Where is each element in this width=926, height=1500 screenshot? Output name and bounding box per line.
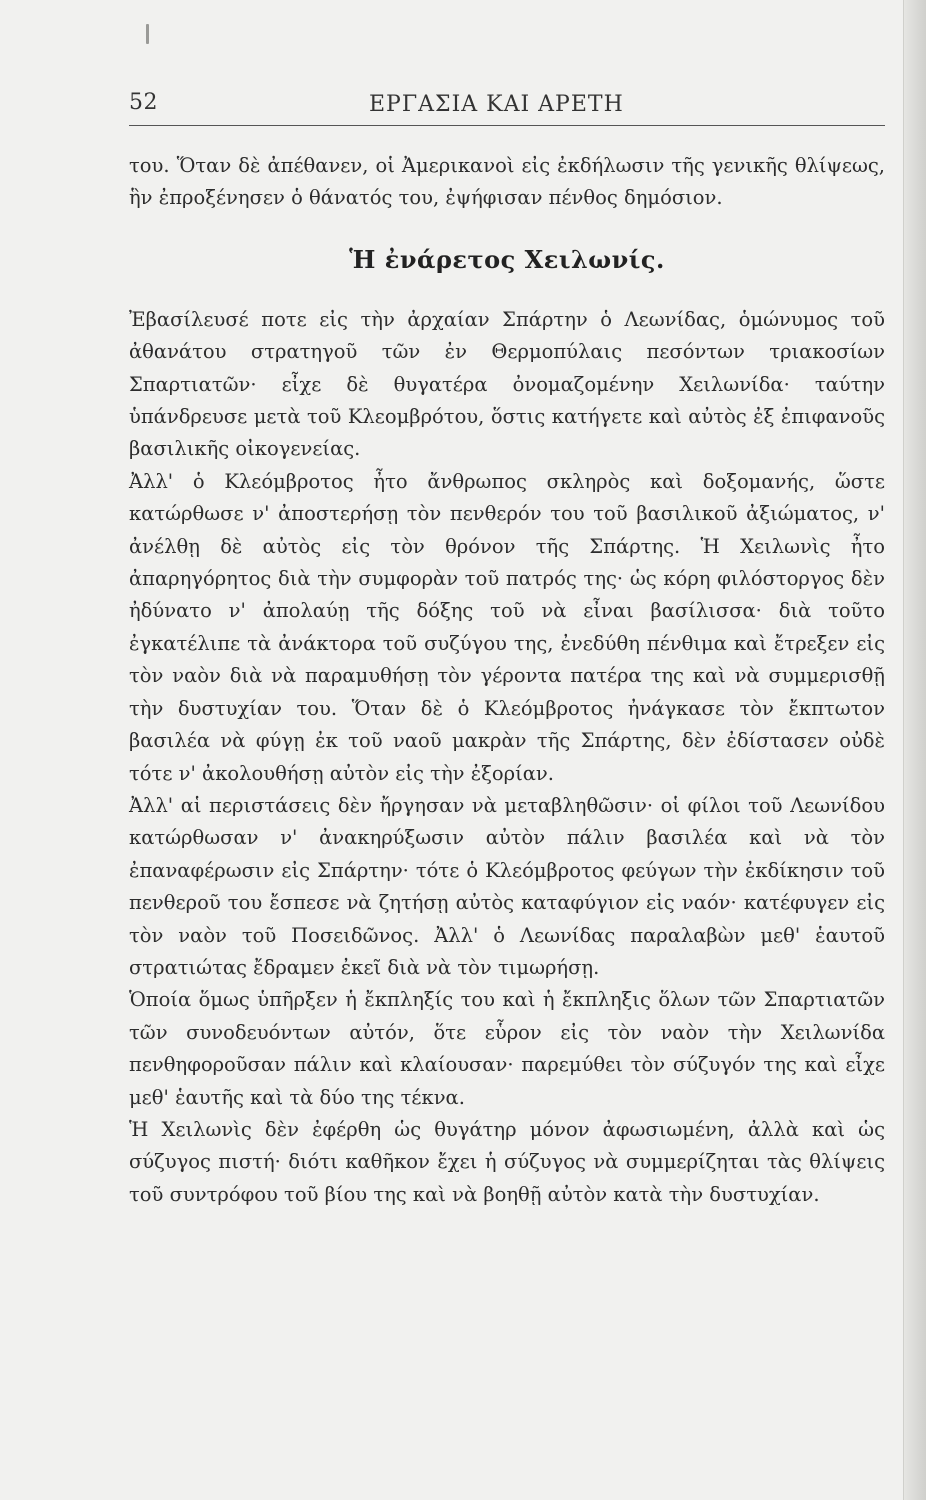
header-rule bbox=[129, 125, 885, 126]
section-heading: Ἡ ἐνάρετος Χειλωνίς. bbox=[349, 244, 665, 274]
page-body bbox=[129, 150, 885, 1211]
print-mark bbox=[146, 24, 149, 44]
body-paragraph-2: Ἀλλ' ὁ Κλεόμβροτος ἦτο ἄνθρωπος σκληρὸς καὶ δοξομανής, ὥστε κατώρθωσε ν' ἀποστερήσῃ τὸν πενθερόν του τοῦ βασιλικοῦ ἀξιώματος, ν' ἀνέλθῃ δὲ αὐτὸς εἰς τὸν θρόνον τῆς Σπάρτης. Ἡ Χειλωνὶς ἦτο ἀπαρηγόρητος διὰ τὴν συμφορὰν τοῦ πατρός της· ὡς κόρη φιλόστοργος δὲν ἠδύνατο ν' ἀπολαύῃ τῆς δόξης τοῦ νὰ εἶναι βασίλισσα· διὰ τοῦτο ἐγκατέλιπε τὰ ἀνάκτορα τοῦ συζύγου της, ἐνεδύθη πένθιμα καὶ ἔτρεξεν εἰς τὸν ναὸν διὰ νὰ παραμυθήσῃ τὸν γέροντα πατέρα της καὶ νὰ συμμερισθῇ τὴν δυστυχίαν του. Ὅταν δὲ ὁ Κλεόμβροτος ἠνάγκασε τὸν ἔκπτωτον βασιλέα νὰ φύγῃ ἐκ τοῦ ναοῦ μακρὰν τῆς Σπάρτης, δὲν ἐδίστασεν οὐδὲ τότε ν' ἀκολουθήσῃ αὐτὸν εἰς τὴν ἐξορίαν. bbox=[129, 469, 885, 785]
body-paragraph-4: Ὁποία ὅμως ὑπῆρξεν ἡ ἔκπληξίς του καὶ ἡ ἔκπληξις ὅλων τῶν Σπαρτιατῶν τῶν συνοδευόντων αὐτόν, ὅτε εὗρον εἰς τὸν ναὸν τὴν Χειλωνίδα πενθηφοροῦσαν πάλιν καὶ κλαίουσαν· παρεμύθει τὸν σύζυγόν της καὶ εἶχε μεθ' ἑαυτῆς καὶ τὰ δύο της τέκνα. bbox=[129, 988, 885, 1109]
intro-paragraph: του. Ὅταν δὲ ἀπέθανεν, οἱ Ἀμερικανοὶ εἰς ἐκδήλωσιν τῆς γενικῆς θλίψεως, ἣν ἐπροξένησεν ὁ θάνατός του, ἐψήφισαν πένθος δημόσιον. bbox=[129, 154, 885, 210]
page-header bbox=[129, 82, 883, 122]
body-paragraph-3: Ἀλλ' αἱ περιστάσεις δὲν ἤργησαν νὰ μεταβληθῶσιν· οἱ φίλοι τοῦ Λεωνίδου κατώρθωσαν ν' ἀνακηρύξωσιν αὐτὸν πάλιν βασιλέα καὶ νὰ τὸν ἐπαναφέρωσιν εἰς Σπάρτην· τότε ὁ Κλεόμβροτος φεύγων τὴν ἐκδίκησιν τοῦ πενθεροῦ του ἔσπεσε νὰ ζητήσῃ αὐτὸς καταφύγιον εἰς ναόν· κατέφυγεν εἰς τὸν ναὸν τοῦ Ποσειδῶνος. Ἀλλ' ὁ Λεωνίδας παραλαβὼν μεθ' ἑαυτοῦ στρατιώτας ἔδραμεν ἐκεῖ διὰ νὰ τὸν τιμωρήσῃ. bbox=[129, 793, 885, 979]
body-paragraph-5: Ἡ Χειλωνὶς δὲν ἐφέρθη ὡς θυγάτηρ μόνον ἀφωσιωμένη, ἀλλὰ καὶ ὡς σύζυγος πιστή· διότι καθῆκον ἔχει ἡ σύζυγος νὰ συμμερίζηται τὰς θλίψεις τοῦ συντρόφου τοῦ βίου της καὶ νὰ βοηθῇ αὐτὸν κατὰ τὴν δυστυχίαν. bbox=[129, 1117, 885, 1206]
page-edge bbox=[903, 0, 926, 1500]
page-number: 52 bbox=[129, 90, 158, 115]
body-paragraph-1: Ἐβασίλευσέ ποτε εἰς τὴν ἀρχαίαν Σπάρτην ὁ Λεωνίδας, ὁμώνυμος τοῦ ἀθανάτου στρατηγοῦ τῶν ἐν Θερμοπύλαις πεσόντων τριακοσίων Σπαρτιατῶν· εἶχε δὲ θυγατέρα ὀνομαζομένην Χειλωνίδα· ταύτην ὑπάνδρευσε μετὰ τοῦ Κλεομβρότου, ὅστις κατήγετε καὶ αὐτὸς ἐξ ἐπιφανοῦς βασιλικῆς οἰκογενείας. bbox=[129, 307, 885, 461]
running-title: ΕΡΓΑΣΙΑ ΚΑΙ ΑΡΕΤΗ bbox=[369, 92, 624, 117]
